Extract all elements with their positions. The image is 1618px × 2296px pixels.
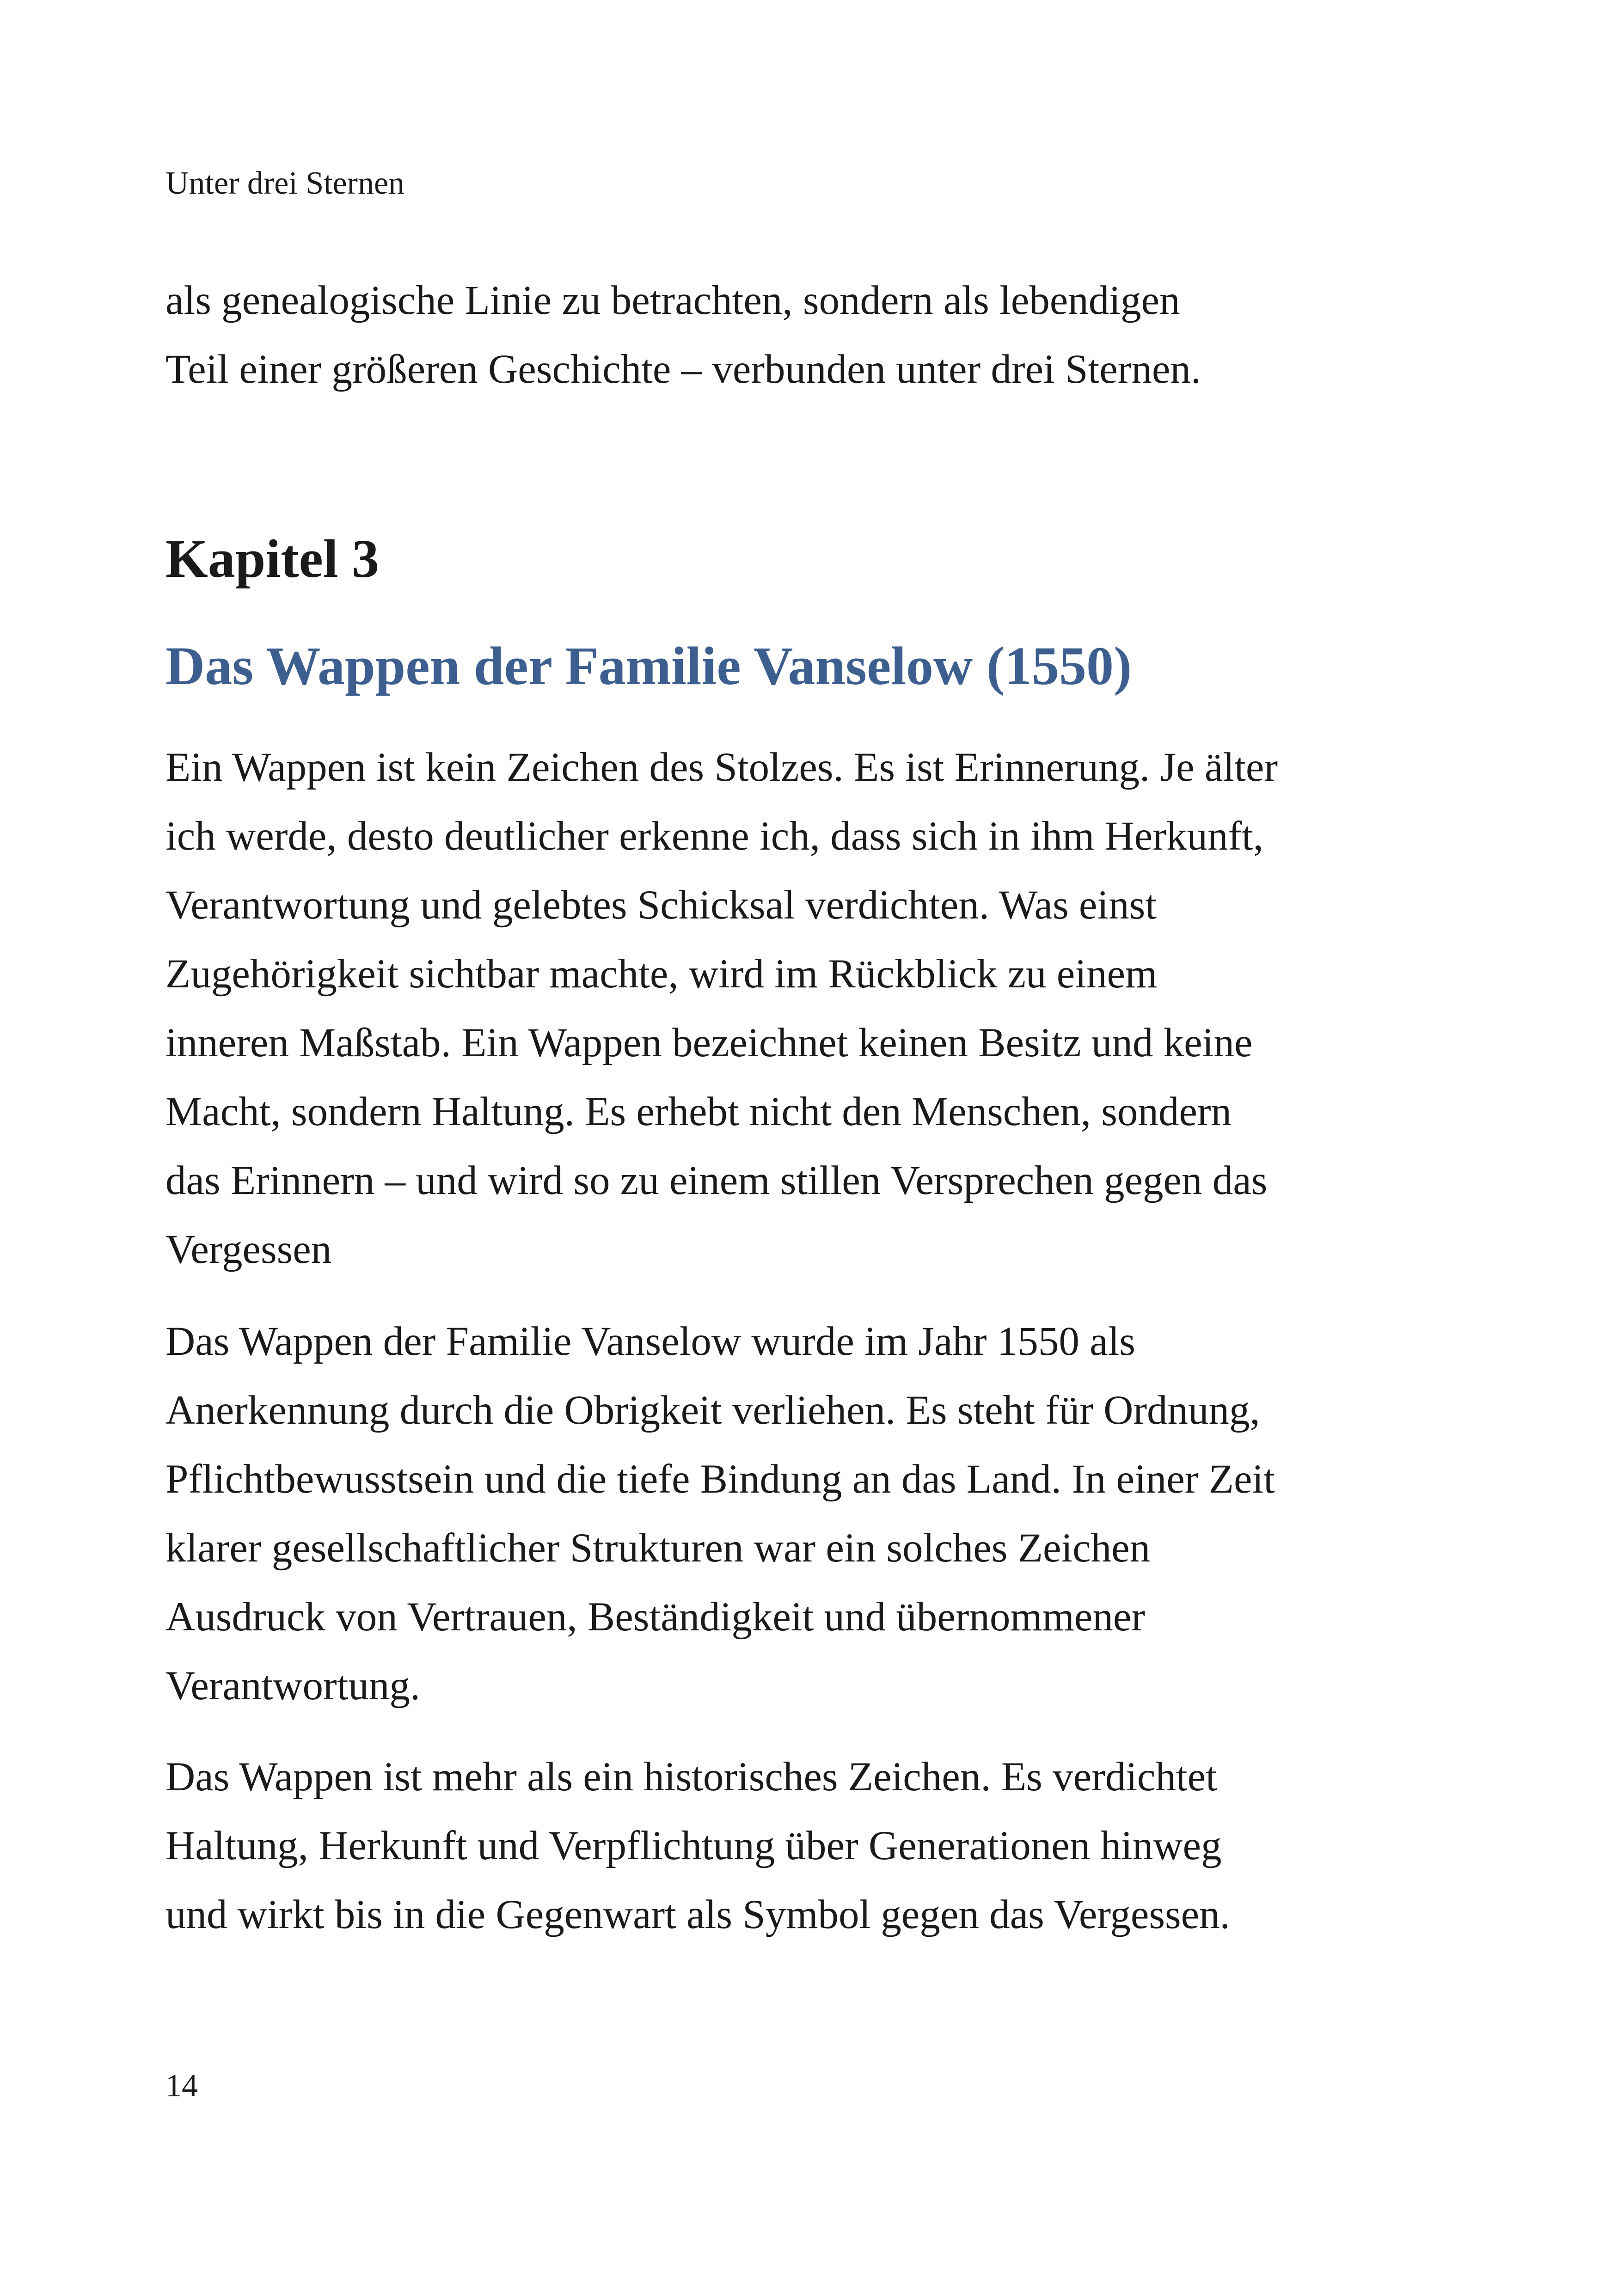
text-line: Verantwortung und gelebtes Schicksal verdichten. Was einst (165, 882, 1157, 928)
text-line: Macht, sondern Haltung. Es erhebt nicht den Menschen, sondern (165, 1089, 1232, 1134)
text-line: Das Wappen ist mehr als ein historisches Zeichen. Es verdichtet (165, 1754, 1217, 1800)
text-line: das Erinnern – und wird so zu einem stillen Versprechen gegen das (165, 1158, 1268, 1203)
chapter-label: Kapitel 3 (165, 528, 380, 589)
text-line: Haltung, Herkunft und Verpflichtung über Generationen hinweg (165, 1823, 1222, 1868)
text-line: Anerkennung durch die Obrigkeit verliehen. Es steht für Ordnung, (165, 1388, 1260, 1433)
text-line: Zugehörigkeit sichtbar machte, wird im Rückblick zu einem (165, 951, 1158, 997)
text-line: Ausdruck von Vertrauen, Beständigkeit und übernommener (165, 1594, 1146, 1640)
text-line: ich werde, desto deutlicher erkenne ich, dass sich in ihm Herkunft, (165, 814, 1264, 859)
text-line: Pflichtbewusstsein und die tiefe Bindung an das Land. In einer Zeit (165, 1457, 1275, 1502)
text-line: Ein Wappen ist kein Zeichen des Stolzes. Es ist Erinnerung. Je älter (165, 745, 1278, 790)
text-line: Das Wappen der Familie Vanselow wurde im Jahr 1550 als (165, 1319, 1135, 1364)
text-line: inneren Maßstab. Ein Wappen bezeichnet keinen Besitz und keine (165, 1020, 1253, 1065)
text-line: als genealogische Linie zu betrachten, sondern als lebendigen (165, 278, 1180, 323)
running-header: Unter drei Sternen (165, 165, 405, 201)
page-number: 14 (165, 2068, 198, 2104)
text-line: und wirkt bis in die Gegenwart als Symbol gegen das Vergessen. (165, 1892, 1230, 1937)
text-line: Vergessen (165, 1227, 332, 1272)
text-line: Verantwortung. (165, 1663, 421, 1708)
chapter-title: Das Wappen der Familie Vanselow (1550) (165, 636, 1132, 696)
text-line: Teil einer größeren Geschichte – verbunden unter drei Sternen. (165, 347, 1201, 392)
text-line: klarer gesellschaftlicher Strukturen war ein solches Zeichen (165, 1525, 1151, 1571)
